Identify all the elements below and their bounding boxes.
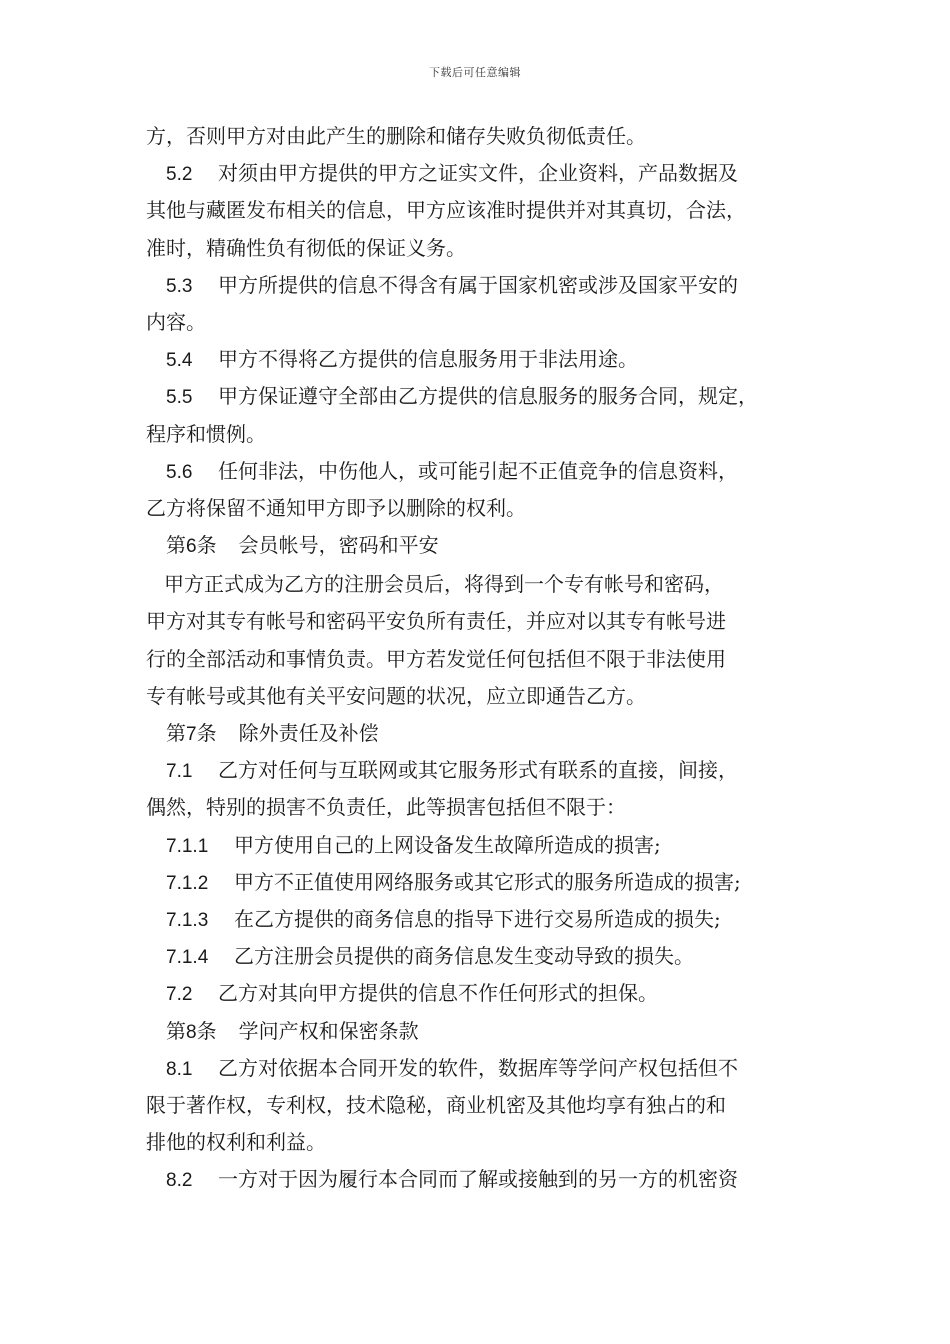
- clause-number: 7.1.3: [166, 909, 209, 931]
- clause-8-2: [146, 1161, 826, 1198]
- clause-number: 7.1.4: [166, 947, 209, 969]
- line-text: 偶然，特别的损害不负责任，此等损害包括但不限于：: [146, 795, 626, 820]
- line-text: 乙方对其向甲方提供的信息不作任何形式的担保。: [218, 981, 658, 1006]
- paragraph-line: [146, 230, 826, 267]
- clause-5-2: [146, 155, 826, 192]
- line-text: 甲方保证遵守全部由乙方提供的信息服务的服务合同，规定，: [218, 384, 758, 409]
- line-text: 专有帐号或其他有关平安问题的状况，应立即通告乙方。: [146, 683, 646, 708]
- clause-number: 5.3: [166, 275, 193, 297]
- line-text: 内容。: [146, 309, 206, 334]
- clause-7-1: [146, 752, 826, 789]
- line-text: 甲方不得将乙方提供的信息服务用于非法用途。: [218, 347, 638, 372]
- line-text: 准时，精确性负有彻低的保证义务。: [146, 235, 466, 260]
- line-text: 乙方将保留不通知甲方即予以删除的权利。: [146, 495, 526, 520]
- line-text: 方，否则甲方对由此产生的删除和储存失败负彻低责任。: [146, 124, 646, 148]
- line-text: 在乙方提供的商务信息的指导下进行交易所造成的损失;: [234, 906, 721, 931]
- paragraph-line: [146, 416, 826, 453]
- line-text: 甲方不正值使用网络服务或其它形式的服务所造成的损害;: [234, 869, 741, 894]
- line-text: 排他的权利和利益。: [146, 1130, 326, 1155]
- article-8-heading: [146, 1013, 826, 1050]
- clause-number: 7.1.1: [166, 835, 209, 857]
- paragraph-line: [146, 564, 826, 603]
- line-text: 甲方使用自己的上网设备发生故障所造成的损害;: [234, 832, 661, 857]
- article-number: 6: [186, 536, 197, 558]
- article-prefix: 第: [166, 721, 186, 745]
- paragraph-line: [146, 1124, 826, 1161]
- article-suffix: 条: [196, 533, 217, 558]
- article-number: 7: [186, 724, 197, 745]
- paragraph-line: [146, 641, 826, 678]
- article-title: 学问产权和保密条款: [238, 1018, 419, 1043]
- clause-number: 5.5: [166, 387, 193, 409]
- paragraph-line: [146, 789, 826, 826]
- line-text: 任何非法，中伤他人，或可能引起不正值竞争的信息资料，: [218, 458, 738, 483]
- clause-number: 8.1: [166, 1058, 193, 1080]
- article-7-heading: [146, 715, 826, 752]
- clause-7-1-2: [146, 864, 826, 901]
- line-text: 一方对于因为履行本合同而了解或接触到的另一方的机密资: [218, 1167, 738, 1192]
- article-prefix: 第: [166, 1018, 186, 1043]
- paragraph-line: [146, 678, 826, 715]
- clause-number: 7.1.2: [166, 872, 209, 894]
- line-text: 对须由甲方提供的甲方之证实文件，企业资料，产品数据及: [218, 161, 738, 186]
- paragraph-line: [146, 1087, 826, 1124]
- clause-5-3: [146, 267, 826, 304]
- clause-5-6: [146, 453, 826, 490]
- line-text: 程序和惯例。: [146, 421, 266, 446]
- page-header: 下载后可任意编辑: [429, 66, 521, 79]
- article-number: 8: [186, 1021, 197, 1043]
- line-text: 乙方对依据本合同开发的软件，数据库等学问产权包括但不: [218, 1055, 738, 1080]
- article-suffix: 条: [196, 1018, 217, 1043]
- paragraph-line: [146, 490, 826, 527]
- clause-7-1-3: [146, 901, 826, 938]
- paragraph-line: [146, 192, 826, 229]
- article-title: 会员帐号，密码和平安: [238, 533, 439, 558]
- clause-7-2: [146, 975, 826, 1012]
- clause-number: 5.2: [166, 164, 193, 186]
- article-suffix: 条: [196, 721, 217, 745]
- clause-number: 5.6: [166, 461, 193, 483]
- line-text: 甲方所提供的信息不得含有属于国家机密或涉及国家平安的: [218, 272, 738, 297]
- line-text: 乙方对任何与互联网或其它服务形式有联系的直接，间接，: [218, 758, 738, 783]
- clause-number: 7.1: [166, 761, 193, 783]
- line-text: 限于著作权，专利权，技术隐秘，商业机密及其他均享有独占的和: [146, 1092, 726, 1117]
- clause-7-1-1: [146, 827, 826, 864]
- line-text: 乙方注册会员提供的商务信息发生变动导致的损失。: [234, 944, 694, 969]
- clause-8-1: [146, 1050, 826, 1087]
- paragraph-line: [146, 304, 826, 341]
- article-6-heading: [146, 527, 826, 564]
- line-text: 行的全部活动和事情负责。甲方若发觉任何包括但不限于非法使用: [146, 646, 726, 671]
- clause-5-5: [146, 378, 826, 415]
- line-text: 甲方正式成为乙方的注册会员后，将得到一个专有帐号和密码，: [164, 572, 724, 597]
- paragraph-line: [146, 118, 826, 155]
- clause-5-4: [146, 341, 826, 378]
- clause-7-1-4: [146, 938, 826, 975]
- line-text: 甲方对其专有帐号和密码平安负所有责任，并应对以其专有帐号进: [146, 609, 726, 634]
- article-title: 除外责任及补偿: [238, 721, 379, 745]
- line-text: 其他与藏匿发布相关的信息，甲方应该准时提供并对其真切，合法，: [146, 198, 746, 223]
- clause-number: 8.2: [166, 1170, 193, 1192]
- document-body: [146, 118, 826, 1198]
- paragraph-line: [146, 603, 826, 640]
- clause-number: 7.2: [166, 984, 193, 1006]
- article-prefix: 第: [166, 533, 186, 558]
- clause-number: 5.4: [166, 350, 193, 372]
